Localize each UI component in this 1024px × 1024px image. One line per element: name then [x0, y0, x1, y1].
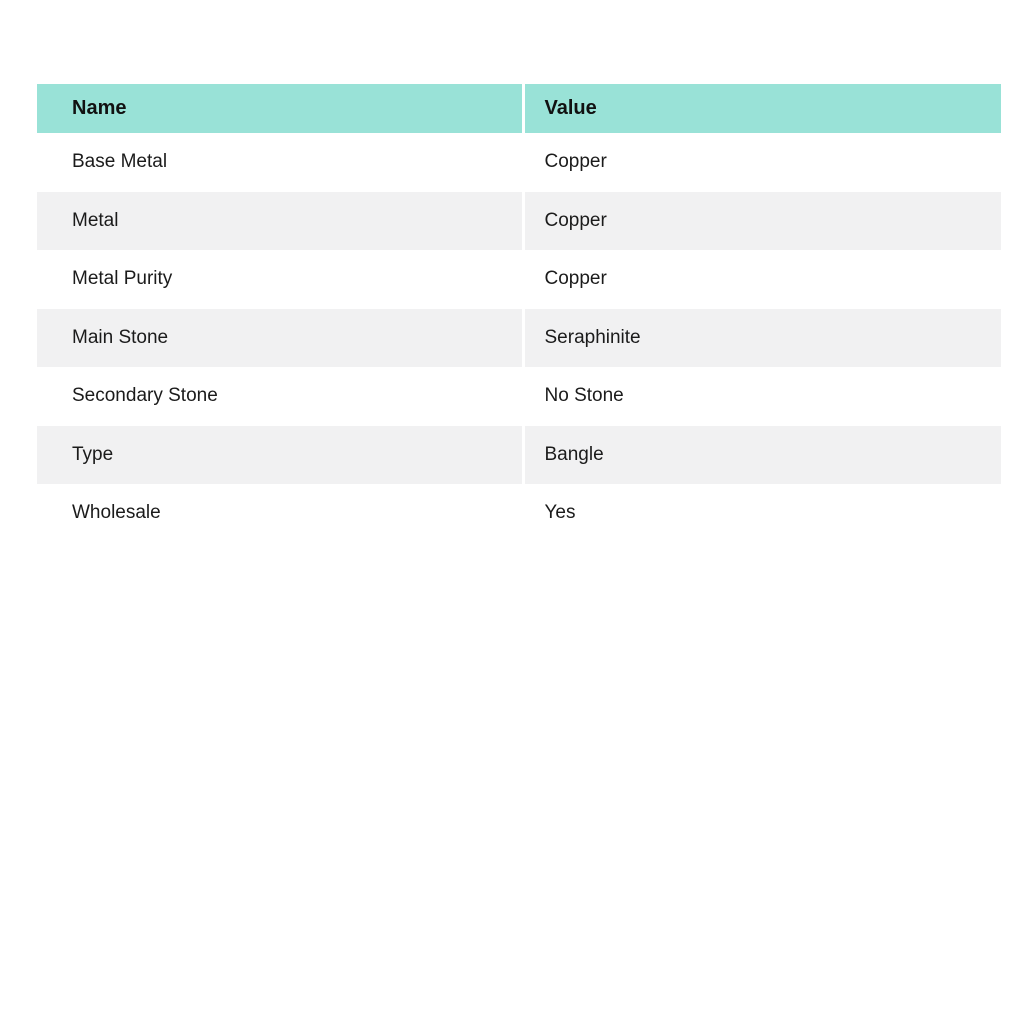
attribute-name-cell: Base Metal: [37, 133, 523, 192]
table-row: [37, 250, 1001, 309]
column-header-value: Value: [523, 84, 1001, 133]
attribute-name-cell: Wholesale: [37, 484, 523, 543]
attribute-name-cell: Main Stone: [37, 309, 523, 368]
attribute-value-cell: Copper: [523, 192, 1001, 251]
attribute-value-cell: Copper: [523, 250, 1001, 309]
table-row: [37, 133, 1001, 192]
attributes-table: [37, 84, 1001, 543]
column-header-name: Name: [37, 84, 523, 133]
table-row: [37, 192, 1001, 251]
table-row: [37, 367, 1001, 426]
attribute-value-cell: Seraphinite: [523, 309, 1001, 368]
table-row: [37, 484, 1001, 543]
attribute-value-cell: Yes: [523, 484, 1001, 543]
attribute-name-cell: Metal: [37, 192, 523, 251]
table-row: [37, 309, 1001, 368]
attribute-name-cell: Metal Purity: [37, 250, 523, 309]
attribute-name-cell: Secondary Stone: [37, 367, 523, 426]
attribute-value-cell: Bangle: [523, 426, 1001, 485]
table-row: [37, 426, 1001, 485]
table-header-row: [37, 84, 1001, 133]
attribute-name-cell: Type: [37, 426, 523, 485]
attribute-value-cell: Copper: [523, 133, 1001, 192]
attribute-value-cell: No Stone: [523, 367, 1001, 426]
